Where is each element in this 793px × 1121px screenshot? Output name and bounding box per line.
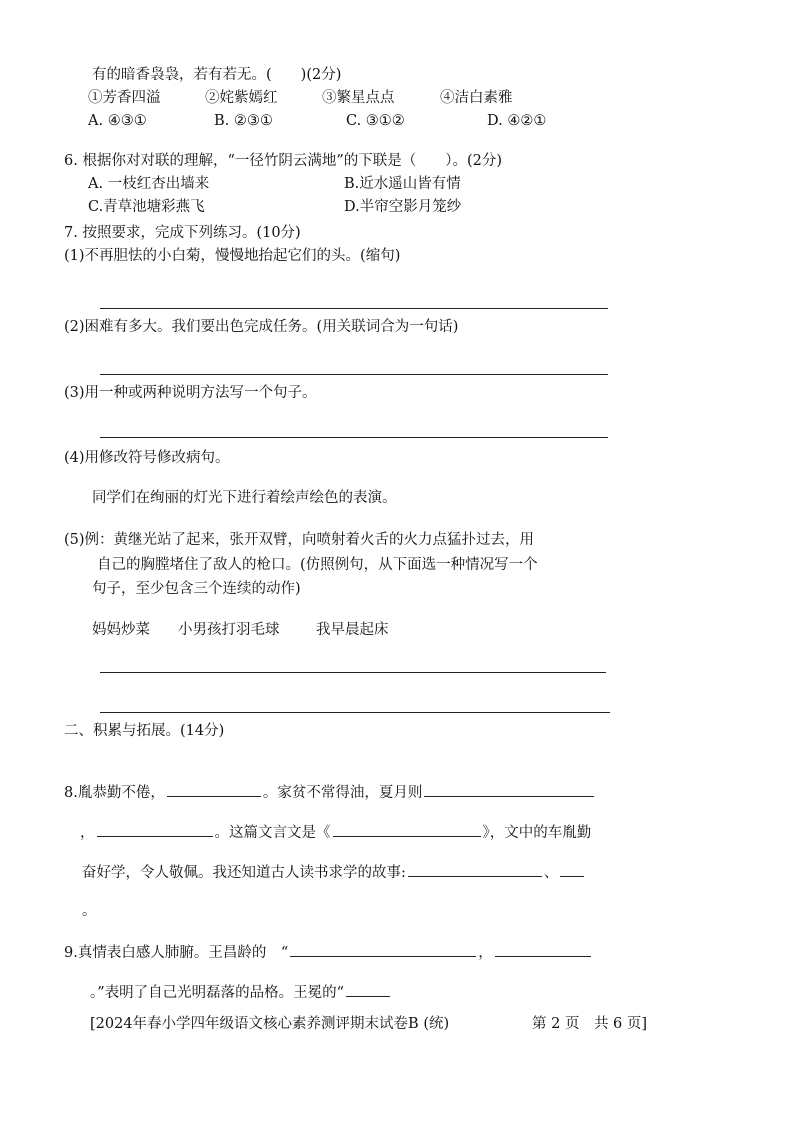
answer-line-q7-5a[interactable]: [100, 672, 606, 673]
q5-item-1: ①芳香四溢: [88, 90, 161, 106]
q8-line-1: [64, 782, 596, 802]
q7-part-2: (2)困难有多大。我们要出色完成任务。(用关联词合为一句话): [64, 319, 459, 335]
q9-text-a: 9.真情表白感人肺腑。王昌龄的 “: [64, 945, 289, 961]
q7-choice-2: 小男孩打羽毛球: [178, 622, 280, 638]
q5-item-2: ②姹紫嫣红: [205, 90, 278, 106]
section-2-title: 二、积累与拓展。(14分): [64, 723, 225, 739]
q5-option-a: A. ④③①: [88, 113, 147, 129]
q8-text-d: 。这篇文言文是《: [214, 825, 331, 841]
footer-page-number: 第 2 页 共 6 页]: [532, 1016, 648, 1032]
footer-exam-title: [2024年春小学四年级语文核心素养测评期末试卷B (统): [90, 1016, 450, 1032]
q6-stem: 6. 根据你对对联的理解，“一径竹阴云满地”的下联是（ ）。(2分): [64, 153, 503, 169]
q9-line-1: [64, 942, 593, 962]
answer-line-q7-2[interactable]: [100, 374, 608, 375]
q8-blank-story-2[interactable]: [560, 862, 584, 877]
q6-option-a: A. 一枝红杏出墙来: [88, 176, 210, 192]
q8-text-b: 。家贫不常得油，夏月则: [262, 785, 423, 801]
q8-text-g: 、: [543, 865, 559, 881]
q5-option-b: B. ②③①: [214, 113, 273, 129]
q8-blank-2[interactable]: [424, 782, 594, 797]
q8-line-2: [80, 822, 591, 842]
q8-text-f: 奋好学，令人敬佩。我还知道古人读书求学的故事:: [82, 865, 406, 881]
q5-item-3: ③繁星点点: [322, 90, 395, 106]
q8-blank-title[interactable]: [333, 822, 481, 837]
answer-line-q7-5b[interactable]: [100, 712, 610, 713]
q6-option-d: D.半帘空影月笼纱: [344, 199, 462, 215]
q8-blank-3[interactable]: [97, 822, 213, 837]
q8-text-a: 8.胤恭勤不倦，: [64, 785, 165, 801]
q9-blank-3[interactable]: [346, 982, 390, 997]
q5-stem-tail: 有的暗香袅袅，若有若无。( )(2分): [92, 67, 342, 83]
q7-stem: 7. 按照要求，完成下列练习。(10分): [64, 225, 301, 241]
q6-option-b: B.近水遥山皆有情: [344, 176, 461, 192]
q7-part-5-line2: 自己的胸膛堵住了敌人的枪口。(仿照例句，从下面选一种情况写一个: [97, 557, 538, 573]
answer-line-q7-1[interactable]: [100, 308, 608, 309]
q7-part-5-line1: (5)例：黄继光站了起来，张开双臂，向喷射着火舌的火力点猛扑过去，用: [64, 532, 535, 548]
q7-part-5-line3: 句子，至少包含三个连续的动作): [92, 581, 301, 597]
q8-blank-1[interactable]: [167, 782, 261, 797]
answer-line-q7-3[interactable]: [100, 437, 608, 438]
q5-option-c: C. ③①②: [346, 113, 405, 129]
q8-line-3: [82, 862, 586, 882]
q8-blank-story-1[interactable]: [408, 862, 542, 877]
q8-text-h: 。: [82, 903, 97, 919]
q7-part-1: (1)不再胆怯的小白菊，慢慢地抬起它们的头。(缩句): [64, 248, 401, 264]
q9-blank-1[interactable]: [290, 942, 476, 957]
q9-line-2: [90, 982, 392, 1002]
q7-sick-sentence[interactable]: 同学们在绚丽的灯光下进行着绘声绘色的表演。: [92, 490, 397, 506]
q8-text-c: ，: [80, 825, 95, 841]
q7-choice-1: 妈妈炒菜: [92, 622, 150, 638]
q9-text-c: 。”表明了自己光明磊落的品格。王冕的“: [90, 985, 345, 1001]
q9-text-b: ，: [478, 945, 493, 961]
q6-option-c: C.青草池塘彩燕飞: [88, 199, 205, 215]
q8-text-e: 》，文中的车胤勤: [482, 825, 592, 841]
q5-item-4: ④洁白素雅: [440, 90, 513, 106]
q7-choice-3: 我早晨起床: [316, 622, 389, 638]
q9-blank-2[interactable]: [495, 942, 591, 957]
q5-option-d: D. ④②①: [487, 113, 547, 129]
q7-part-3: (3)用一种或两种说明方法写一个句子。: [64, 385, 317, 401]
q7-part-4: (4)用修改符号修改病句。: [64, 450, 230, 466]
